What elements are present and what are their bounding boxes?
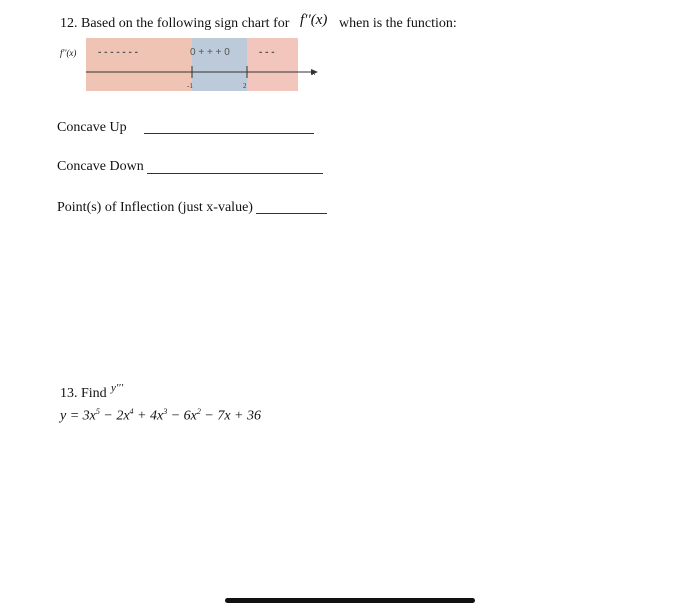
question-12-prompt-tail: when is the function: (339, 16, 457, 31)
positive-region (192, 38, 247, 91)
x-axis-label: x (312, 68, 316, 77)
right-signs: - - - (259, 47, 275, 58)
question-13-prompt: 13. Find (60, 386, 107, 401)
concave-up-answer-blank[interactable] (144, 133, 314, 134)
concave-down-label: Concave Down (57, 159, 144, 174)
home-indicator-bar[interactable] (225, 598, 475, 603)
negative-region-left (86, 38, 192, 91)
middle-signs: 0 + + + 0 (190, 47, 230, 58)
polynomial-equation: $y = 3x^5 - 2x^4 + 4x^3 - 6x^2 - 7x + 36$ (60, 407, 261, 424)
critical-point-label-right: 2 (243, 82, 247, 90)
third-derivative-symbol: y′′′ (111, 382, 124, 394)
negative-region-right (247, 38, 298, 91)
concave-up-label: Concave Up (57, 120, 127, 135)
inflection-answer-blank[interactable] (256, 213, 327, 214)
concave-down-answer-blank[interactable] (147, 173, 323, 174)
inflection-points-label: Point(s) of Inflection (just x-value) (57, 200, 253, 215)
second-derivative-label: f′′(x) (300, 12, 328, 28)
sign-chart (86, 38, 326, 94)
left-signs: - - - - - - - (98, 47, 138, 58)
question-12-prompt: 12. Based on the following sign chart for (60, 16, 290, 31)
critical-point-label-left: -1 (187, 82, 193, 90)
sign-chart-row-label: f′′(x) (60, 48, 77, 58)
